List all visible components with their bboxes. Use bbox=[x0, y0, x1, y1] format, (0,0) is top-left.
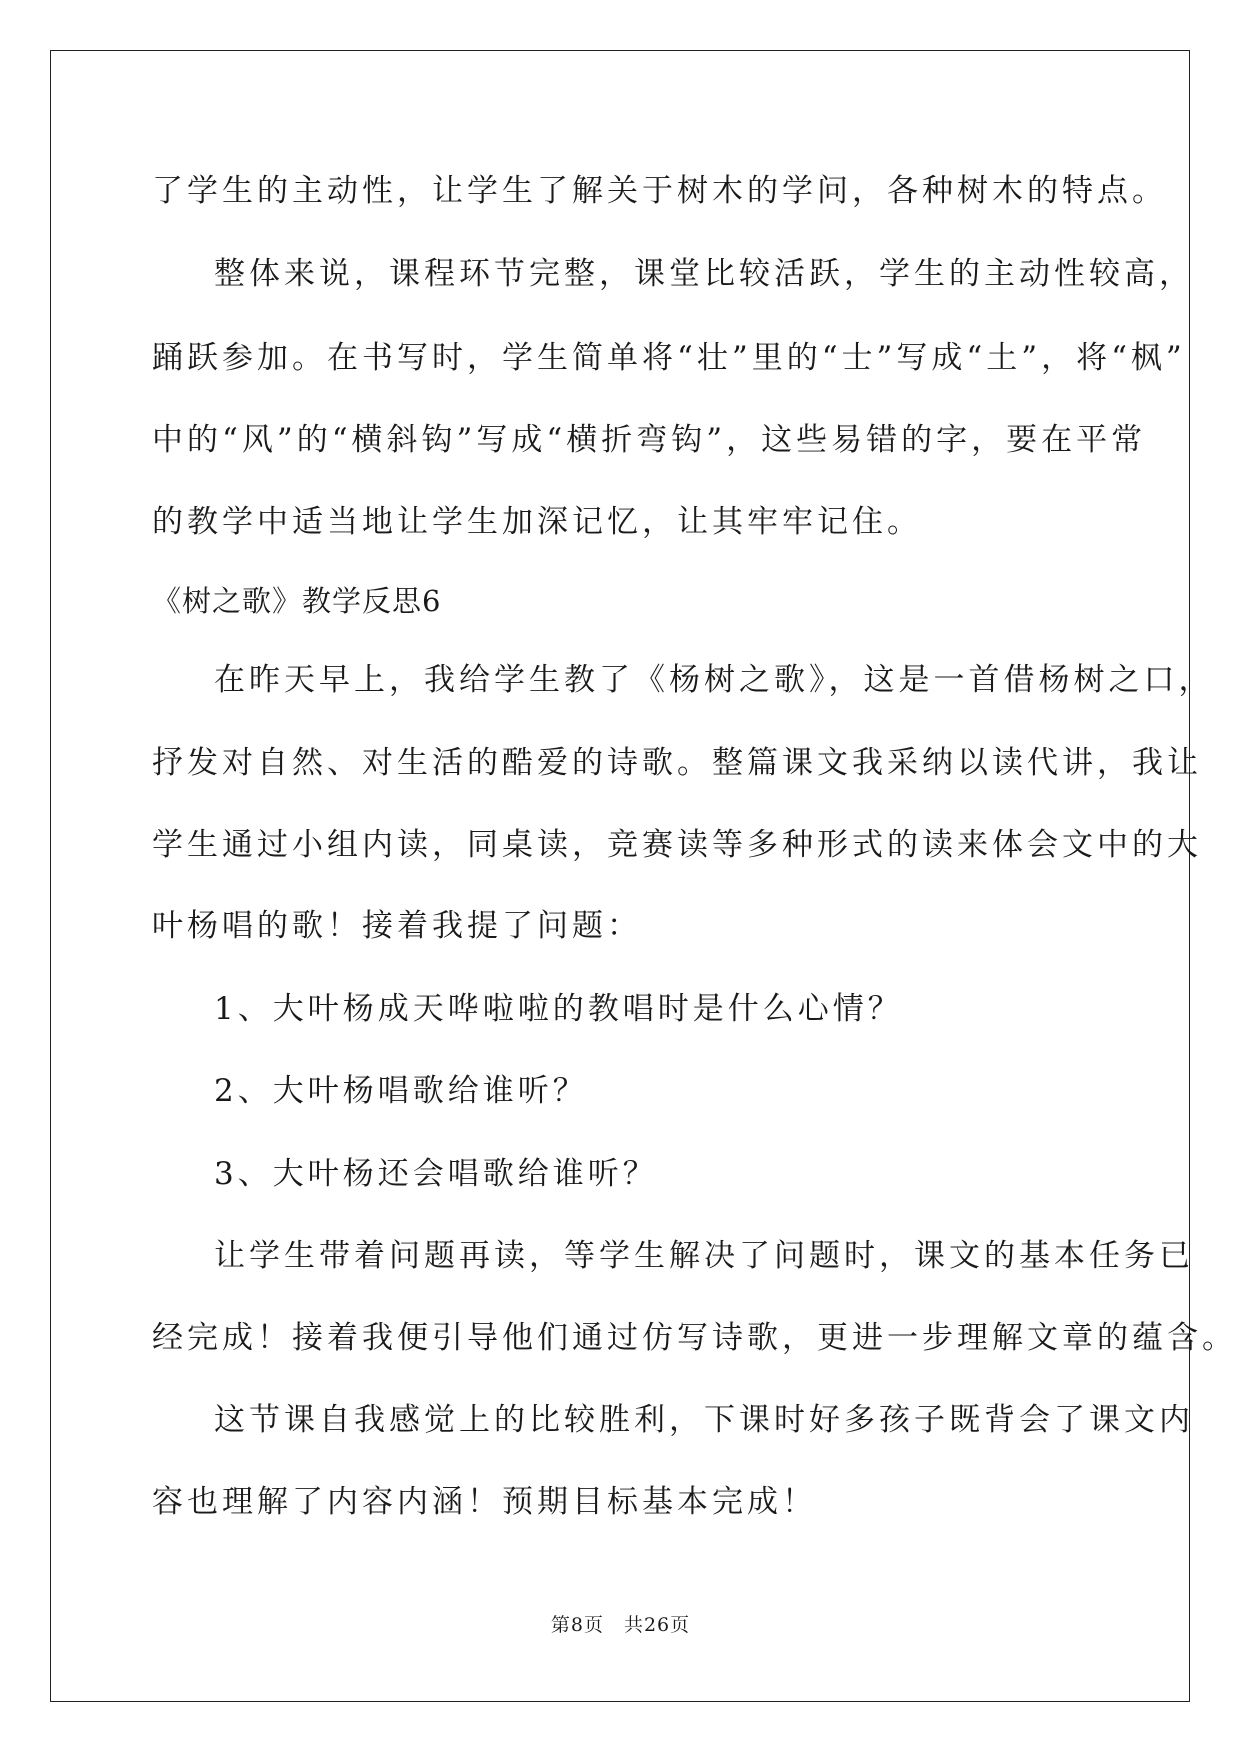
body-text-line: 学生通过小组内读，同桌读，竞赛读等多种形式的读来体会文中的大 bbox=[152, 827, 1202, 863]
paragraph-first-line: 整体来说，课程环节完整，课堂比较活跃，学生的主动性较高， bbox=[214, 256, 1194, 292]
question-item: 2、大叶杨唱歌给谁听？ bbox=[214, 1073, 588, 1109]
body-text-line: 踊跃参加。在书写时，学生简单将“壮”里的“士”写成“土”，将“枫” bbox=[152, 340, 1186, 376]
body-text-line: 容也理解了内容内涵！预期目标基本完成！ bbox=[152, 1484, 817, 1520]
page-total: 共26页 bbox=[623, 1614, 691, 1636]
paragraph-first-line: 这节课自我感觉上的比较胜利，下课时好多孩子既背会了课文内 bbox=[214, 1402, 1194, 1438]
page-border bbox=[50, 50, 1190, 1702]
body-text-line: 抒发对自然、对生活的酷爱的诗歌。整篇课文我采纳以读代讲，我让 bbox=[152, 745, 1202, 781]
section-heading: 《树之歌》教学反思6 bbox=[152, 584, 442, 618]
body-text-line: 经完成！接着我便引导他们通过仿写诗歌，更进一步理解文章的蕴含。 bbox=[152, 1320, 1237, 1356]
body-text-line: 叶杨唱的歌！接着我提了问题： bbox=[152, 908, 642, 944]
body-text-line: 的教学中适当地让学生加深记忆，让其牢牢记住。 bbox=[152, 504, 922, 540]
paragraph-first-line: 在昨天早上，我给学生教了《杨树之歌》，这是一首借杨树之口， bbox=[214, 662, 1214, 698]
paragraph-first-line: 让学生带着问题再读，等学生解决了问题时，课文的基本任务已 bbox=[214, 1238, 1194, 1274]
page-footer bbox=[0, 1613, 1241, 1637]
question-item: 3、大叶杨还会唱歌给谁听？ bbox=[214, 1156, 658, 1192]
page-number: 第8页 bbox=[550, 1614, 604, 1636]
question-item: 1、大叶杨成天哗啦啦的教唱时是什么心情？ bbox=[214, 991, 903, 1027]
body-text-line: 中的“风”的“横斜钩”写成“横折弯钩”，这些易错的字，要在平常 bbox=[152, 422, 1147, 458]
body-text-line: 了学生的主动性，让学生了解关于树木的学问，各种树木的特点。 bbox=[152, 173, 1167, 209]
